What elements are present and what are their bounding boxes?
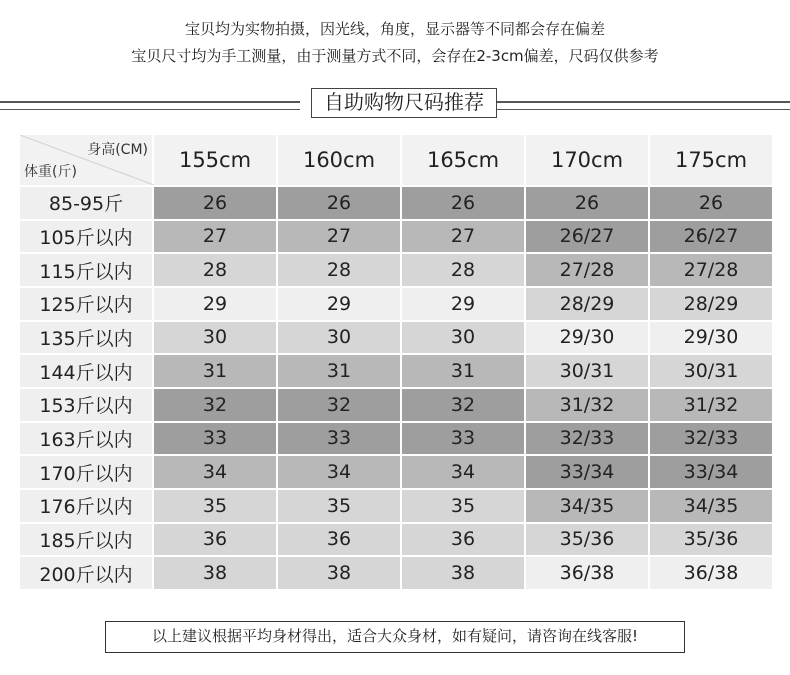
size-cell: 28 xyxy=(153,253,277,287)
size-cell: 35 xyxy=(153,489,277,523)
size-cell: 26 xyxy=(649,186,773,220)
weight-label: 144斤以内 xyxy=(19,354,153,388)
weight-label: 125斤以内 xyxy=(19,287,153,321)
height-header-165: 165cm xyxy=(401,134,525,186)
size-cell: 30/31 xyxy=(525,354,649,388)
title-rule-left xyxy=(0,101,300,110)
weight-label: 135斤以内 xyxy=(19,321,153,355)
weight-label: 170斤以内 xyxy=(19,455,153,489)
table-row xyxy=(19,388,773,422)
size-cell: 28 xyxy=(401,253,525,287)
size-chart-table xyxy=(18,133,774,591)
size-cell: 26 xyxy=(153,186,277,220)
size-cell: 36 xyxy=(277,523,401,557)
size-cell: 38 xyxy=(153,556,277,590)
size-cell: 28/29 xyxy=(525,287,649,321)
size-cell: 26/27 xyxy=(649,220,773,254)
table-row xyxy=(19,422,773,456)
table-row xyxy=(19,556,773,590)
size-cell: 34/35 xyxy=(649,489,773,523)
size-cell: 35/36 xyxy=(649,523,773,557)
size-cell: 31 xyxy=(153,354,277,388)
size-cell: 32 xyxy=(153,388,277,422)
size-cell: 29 xyxy=(401,287,525,321)
size-cell: 33 xyxy=(401,422,525,456)
size-notes xyxy=(0,16,790,70)
weight-label: 176斤以内 xyxy=(19,489,153,523)
table-row xyxy=(19,287,773,321)
weight-label: 185斤以内 xyxy=(19,523,153,557)
table-row xyxy=(19,354,773,388)
size-cell: 30 xyxy=(153,321,277,355)
height-header-170: 170cm xyxy=(525,134,649,186)
size-cell: 26 xyxy=(277,186,401,220)
size-cell: 36 xyxy=(401,523,525,557)
title-band xyxy=(0,88,790,120)
height-header-155: 155cm xyxy=(153,134,277,186)
size-cell: 33/34 xyxy=(649,455,773,489)
size-cell: 34/35 xyxy=(525,489,649,523)
weight-label: 163斤以内 xyxy=(19,422,153,456)
table-row xyxy=(19,321,773,355)
size-cell: 38 xyxy=(401,556,525,590)
size-cell: 27/28 xyxy=(649,253,773,287)
size-cell: 31/32 xyxy=(525,388,649,422)
size-cell: 29 xyxy=(153,287,277,321)
size-cell: 27 xyxy=(277,220,401,254)
size-cell: 30/31 xyxy=(649,354,773,388)
size-cell: 36/38 xyxy=(525,556,649,590)
size-cell: 28 xyxy=(277,253,401,287)
size-cell: 26/27 xyxy=(525,220,649,254)
size-cell: 29 xyxy=(277,287,401,321)
table-row xyxy=(19,253,773,287)
size-cell: 31 xyxy=(277,354,401,388)
size-cell: 34 xyxy=(277,455,401,489)
weight-label: 105斤以内 xyxy=(19,220,153,254)
table-row xyxy=(19,220,773,254)
size-cell: 26 xyxy=(401,186,525,220)
size-cell: 32/33 xyxy=(649,422,773,456)
size-cell: 32 xyxy=(401,388,525,422)
weight-label: 85-95斤 xyxy=(19,186,153,220)
weight-label: 115斤以内 xyxy=(19,253,153,287)
size-cell: 33 xyxy=(153,422,277,456)
size-cell: 32/33 xyxy=(525,422,649,456)
table-row xyxy=(19,186,773,220)
title-rule-right xyxy=(490,101,790,110)
size-cell: 35 xyxy=(277,489,401,523)
size-cell: 33/34 xyxy=(525,455,649,489)
height-axis-label: 身高(CM) xyxy=(87,142,148,158)
footer-note: 以上建议根据平均身材得出，适合大众身材，如有疑问，请咨询在线客服! xyxy=(105,621,685,653)
size-cell: 27/28 xyxy=(525,253,649,287)
height-header-160: 160cm xyxy=(277,134,401,186)
weight-label: 200斤以内 xyxy=(19,556,153,590)
size-cell: 32 xyxy=(277,388,401,422)
size-cell: 26 xyxy=(525,186,649,220)
height-header-175: 175cm xyxy=(649,134,773,186)
note-line-1: 宝贝均为实物拍摄，因光线，角度，显示器等不同都会存在偏差 xyxy=(184,20,605,38)
note-line-2: 宝贝尺寸均为手工测量，由于测量方式不同，会存在2-3cm偏差，尺码仅供参考 xyxy=(131,47,659,65)
size-cell: 35 xyxy=(401,489,525,523)
size-cell: 34 xyxy=(153,455,277,489)
size-cell: 31 xyxy=(401,354,525,388)
size-cell: 27 xyxy=(153,220,277,254)
page-title: 自助购物尺码推荐 xyxy=(311,88,497,118)
size-cell: 33 xyxy=(277,422,401,456)
size-cell: 36 xyxy=(153,523,277,557)
weight-axis-label: 体重(斤) xyxy=(24,164,77,180)
size-cell: 38 xyxy=(277,556,401,590)
weight-label: 153斤以内 xyxy=(19,388,153,422)
size-cell: 34 xyxy=(401,455,525,489)
size-cell: 30 xyxy=(401,321,525,355)
size-cell: 31/32 xyxy=(649,388,773,422)
table-row xyxy=(19,455,773,489)
size-cell: 29/30 xyxy=(525,321,649,355)
size-cell: 36/38 xyxy=(649,556,773,590)
size-cell: 30 xyxy=(277,321,401,355)
size-cell: 27 xyxy=(401,220,525,254)
table-row xyxy=(19,523,773,557)
height-header-row xyxy=(19,134,773,186)
table-row xyxy=(19,489,773,523)
size-cell: 28/29 xyxy=(649,287,773,321)
corner-cell xyxy=(19,134,153,186)
size-cell: 35/36 xyxy=(525,523,649,557)
size-cell: 29/30 xyxy=(649,321,773,355)
